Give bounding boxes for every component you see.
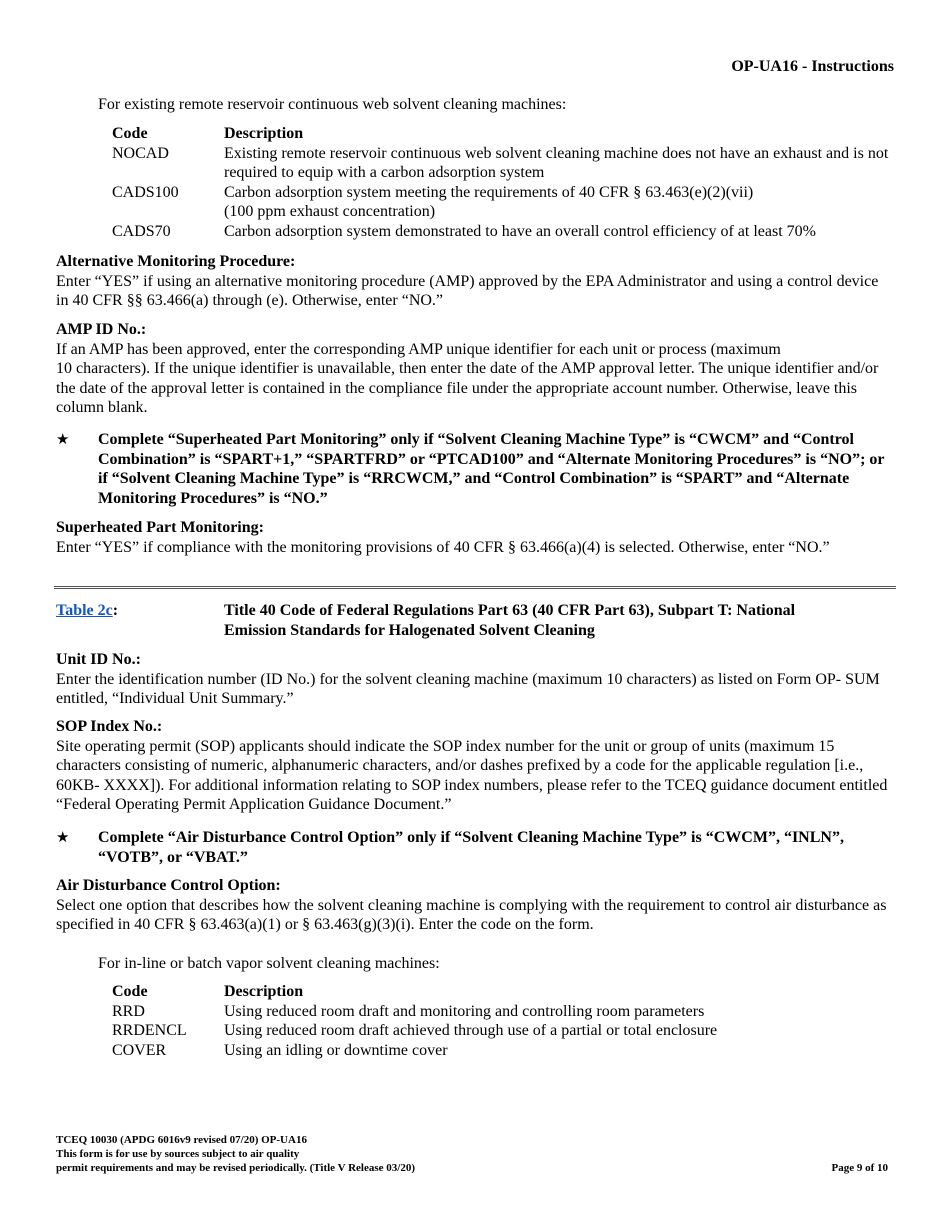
note-superheated-condition [56,430,894,508]
note-text: Complete “Superheated Part Monitoring” only if “Solvent Cleaning Machine Type” is “CWCM” and “Control Combination” is “SPART+1,” “SPARTFRD” or “PTCAD100” and “Alternate Monitoring Procedures” is “NO”; or if “Solvent Cleaning Machine Type” is “RRCWCM,” and “Control Combination” is “SPART” and “Alternate Monitoring Procedures” is “NO.” [98,431,885,507]
table-row [112,144,902,183]
section-heading: Air Disturbance Control Option: [56,877,281,894]
description-cell: Using reduced room draft and monitoring and controlling room parameters [224,1002,705,1020]
table-row [112,1021,902,1041]
code-cell: NOCAD [112,144,169,162]
section-text: Enter “YES” if using an alternative monitoring procedure (AMP) approved by the EPA Administrator and using a control device in 40 CFR §§ 63.466(a) through (e). Otherwise, enter “NO.” [56,272,879,310]
section-text: 10 characters). If the unique identifier is unavailable, then enter the date of the AMP approval letter. The unique identifier and/or the date of the approval letter is contained in the compliance file under the appropriate account number. Otherwise, leave this column blank. [56,360,879,417]
sop-index-section [56,717,894,815]
code-cell: CADS70 [112,222,171,240]
column-header-code: Code [112,983,148,1000]
table-header-row [112,982,902,1002]
table-row [112,222,902,242]
section-divider [54,586,896,589]
code-table-existing-remote [112,124,902,242]
description-line: Carbon adsorption system meeting the requirements of 40 CFR § 63.463(e)(2)(vii) [224,183,754,201]
footer-line: permit requirements and may be revised periodically. (Title V Release 03/20) [56,1162,415,1174]
section-intro-inline-batch: For in-line or batch vapor solvent cleaning machines: [98,955,440,972]
alternative-monitoring-section [56,252,894,311]
description-cell: Carbon adsorption system demonstrated to have an overall control efficiency of at least 70% [224,222,816,240]
column-header-description: Description [224,125,304,142]
page-footer [56,1133,415,1175]
note-air-disturbance-condition [56,828,894,867]
section-text: Select one option that describes how the solvent cleaning machine is complying with the requirement to control air disturbance as specified in 40 CFR § 63.463(a)(1) or § 63.463(g)(3)(i). Enter the code on the form. [56,896,887,934]
code-cell: RRD [112,1002,145,1020]
section-heading: Unit ID No.: [56,651,141,668]
section-heading: Superheated Part Monitoring: [56,519,264,536]
table-header-row [112,124,902,144]
star-icon: ★ [56,828,70,846]
section-text: Enter the identification number (ID No.) for the solvent cleaning machine (maximum 10 characters) as listed on Form OP- SUM entitled, “Individual Unit Summary.” [56,670,880,708]
section-heading: SOP Index No.: [56,718,163,735]
page-number: Page 9 of 10 [831,1162,888,1174]
description-cell: Using reduced room draft achieved through use of a partial or total enclosure [224,1022,718,1040]
table-2c-title: Title 40 Code of Federal Regulations Part 63 (40 CFR Part 63), Subpart T: National Emission Standards for Halogenated Solvent Cleaning [224,602,796,639]
amp-id-section [56,320,894,418]
star-icon: ★ [56,430,70,448]
note-text: Complete “Air Disturbance Control Option” only if “Solvent Cleaning Machine Type” is “CWCM”, “INLN”, “VOTB”, or “VBAT.” [98,829,844,866]
page-header-title: OP-UA16 - Instructions [731,58,894,75]
table-2c-colon: : [112,602,119,619]
column-header-description: Description [224,983,304,1000]
table-row [112,1002,902,1022]
code-cell: COVER [112,1041,167,1059]
table-row [112,183,902,222]
description-cell: Existing remote reservoir continuous web solvent cleaning machine does not have an exhaust and is not required to equip with a carbon adsorption system [224,144,889,182]
footer-line: TCEQ 10030 (APDG 6016v9 revised 07/20) OP-UA16 [56,1134,307,1146]
table-2c-heading [56,601,894,639]
section-text: Enter “YES” if compliance with the monitoring provisions of 40 CFR § 63.466(a)(4) is selected. Otherwise, enter “NO.” [56,538,830,556]
footer-line: This form is for use by sources subject to air quality [56,1148,300,1160]
description-line: (100 ppm exhaust concentration) [224,203,436,221]
description-cell: Using an idling or downtime cover [224,1041,448,1059]
table-2c-link[interactable]: Table 2c [56,602,113,619]
code-table-inline-batch [112,982,902,1060]
section-heading: AMP ID No.: [56,321,147,338]
section-heading: Alternative Monitoring Procedure: [56,253,296,270]
unit-id-section [56,650,894,709]
table-row [112,1041,902,1061]
description-cell [224,183,902,222]
code-cell: RRDENCL [112,1022,187,1040]
air-disturbance-section [56,876,894,935]
code-cell: CADS100 [112,183,179,201]
section-text: Site operating permit (SOP) applicants should indicate the SOP index number for the unit or group of units (maximum 15 characters consisting of numeric, alphanumeric characters, and/or dashes prefixed by a code for the applicable regulation [i.e., 60KB- XXXX]). For additional information relating to SOP index numbers, please refer to the TCEQ guidance document entitled “Federal Operating Permit Application Guidance Document.” [56,737,888,814]
column-header-code: Code [112,125,148,142]
section-text-line: If an AMP has been approved, enter the corresponding AMP unique identifier for each unit or process (maximum [56,340,781,358]
section-intro-existing-remote: For existing remote reservoir continuous web solvent cleaning machines: [98,96,567,113]
superheated-section [56,518,894,557]
